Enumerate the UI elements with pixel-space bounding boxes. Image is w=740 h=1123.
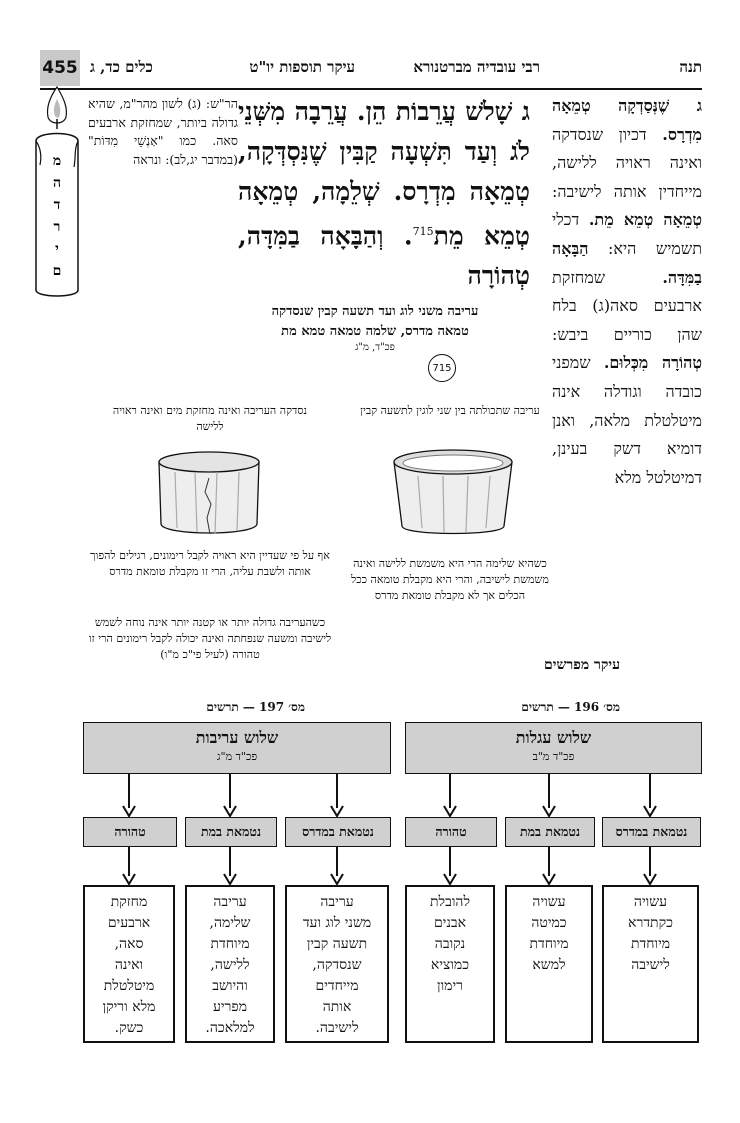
detail-line: משני לוג ועד (302, 915, 372, 931)
tractate-header: כלים כד, ג (90, 58, 153, 76)
diagram-196-title: שלוש עגלות (515, 728, 592, 747)
detail-line: למלאכה. (205, 1020, 255, 1036)
candle-letter: ם (52, 263, 62, 279)
detail-line: סאה, (114, 936, 144, 952)
diagram-196-number: מס׳ 196 — תרשים (521, 700, 620, 714)
figure-reference: פכ"ד, מ"ג (355, 342, 395, 353)
diagram-197-number: מס׳ 197 — תרשים (206, 700, 305, 714)
candle-letter: י (55, 241, 59, 257)
detail-line: ארבעים (107, 915, 151, 931)
detail-line: אבנים (433, 915, 467, 931)
diagram-197-detail-2 (185, 885, 275, 1043)
diagram-196-cat-midras: נטמאת במדרס (602, 817, 701, 847)
detail-line: לישיבה. (315, 1020, 359, 1036)
detail-line: כמוציא (430, 957, 470, 973)
main-explainers-heading: עיקר מפרשים (544, 657, 620, 673)
detail-line: נקובה (434, 936, 466, 952)
candle-letter: ר (53, 219, 61, 235)
caption-cracked-trough: נסדקה העריבה ואינה מחזקת מים ואינה ראויה ללישה (112, 404, 308, 433)
detail-line: מיוחדת (630, 936, 671, 952)
diagram-196-detail-3 (405, 885, 495, 1043)
detail-line: שנסדקה, (312, 957, 362, 973)
page-number: 455 (40, 50, 80, 86)
figure-title-line1: עריבה משני לוג ועד תשעה קבין שנסדקה (271, 304, 479, 319)
detail-line: להובלת (429, 894, 471, 910)
tosfot-commentary: הר"ש: (ג) לשון מהר"מ, שהיא גדולה ביותר, שמחזקת ארבעים סאה. כמו "אַנְשֵׁי מִדּוֹת" (במדבר יג,לב): ונראה (88, 96, 238, 167)
commentary-lemma: טְמֵאָה טְמֵא מֵת. (588, 210, 703, 230)
detail-line: עשויה (633, 894, 668, 910)
diagram-196-ref: פכ"ד מ"ב (532, 750, 575, 763)
mishna-note-ref: 715 (412, 225, 434, 238)
diagram-197-title: שלוש עריבות (195, 728, 279, 747)
diagram-196-cat-tahor: טהורה (405, 817, 497, 847)
candle-letter: ד (53, 197, 61, 213)
detail-line: מלא וריקן (102, 999, 156, 1015)
diagram-197-detail-1 (285, 885, 389, 1043)
detail-line: מפריע (212, 999, 248, 1015)
caption-whole-trough-rule: כשהיא שלימה הרי היא משמשת ללישה ואינה משמשת לישיבה, והרי היא מקבלת טומאה ככל הכלים אך לא מקבלת טומאת מדרס (351, 557, 549, 602)
tosfot-header: עיקר תוספות יו"ט (249, 58, 355, 76)
commentary-text: שמפני כובדה וגודלה אינה מיטלטלת מלאה, ואנן דומיא דשק בעינן, דמיטלטל מלא (552, 353, 702, 487)
diagram-196-detail-1 (602, 885, 699, 1043)
detail-line: עריבה (213, 894, 247, 910)
figure-title-line2: טמאה מדרס, שלמה טמאה טמא מת (281, 324, 469, 339)
commentary-text: דכלי תשמיש היא: (552, 210, 702, 258)
mishna-header: תנה (679, 58, 702, 76)
detail-line: מייחדים (315, 978, 359, 994)
detail-line: והיושב (212, 978, 248, 994)
diagram-197-detail-3 (83, 885, 175, 1043)
bartenura-header: רבי עובדיה מברטנורא (413, 58, 540, 76)
detail-line: תשעה קבין (306, 936, 368, 952)
diagram-196-title-box (405, 722, 702, 774)
detail-line: מחזקת (110, 894, 148, 910)
mishna-ending: . וְהַבָּאָה בַמִּדָּה, טְהוֹרָה (238, 221, 530, 291)
detail-line: עריבה (320, 894, 354, 910)
detail-line: למשא (532, 957, 566, 973)
candle-letter: ה (52, 175, 62, 191)
caption-whole-trough: עריבה שתכולתה בין שני לוגין לתשעה קבין (360, 404, 540, 417)
detail-line: כקתדרא (628, 915, 673, 931)
detail-line: מיטלטלת (103, 978, 155, 994)
detail-line: כשק. (114, 1020, 144, 1036)
detail-line: לישיבה (631, 957, 670, 973)
diagram-197-cat-tahor: טהורה (83, 817, 177, 847)
diagram-197-ref: פכ"ד מ"ג (216, 750, 258, 763)
detail-line: מיוחדת (529, 936, 569, 952)
detail-line: שלימה, (209, 915, 251, 931)
commentary-lemma: הַבָּאָה בַמִּדָּה. (552, 238, 702, 287)
detail-line: ללישה, (210, 957, 250, 973)
detail-line: ואינה (114, 957, 144, 973)
commentary-text: שמחזקת ארבעים סאה(ג) בלח שהן כוריים ביבש: (552, 267, 702, 344)
detail-line: מיוחדת (210, 936, 250, 952)
diagram-197-title-box (83, 722, 391, 774)
diagram-196-detail-2 (505, 885, 593, 1043)
caption-size-rule: כשהעריבה גדולה יותר או קטנה יותר אינה נוחה לשמש לישיבה ומשעה שנפחתה ואינה יכולה לקבל רימונים הרי זו טהורה (לעיל פי"כ מ"ו) (88, 616, 332, 661)
mishna-body: ג שָׁלֹשׁ עֲרֵבוֹת הֵן. עֲרֵבָה מִשְּׁנֵי לֹג וְעַד תִּשְׁעָה קַבִּין שֶׁנִּסְדְּקָה, טְמֵאָה מִדְרָס. שְׁלֵמָה, טְמֵאָה טְמֵא מֵת (238, 97, 531, 251)
detail-line: כמיטה (531, 915, 567, 931)
detail-line: רימון (437, 978, 463, 994)
commentary-lemma: ג שֶׁנְּסַדְקָה טְמֵאָה מִדְרָס. (552, 96, 702, 144)
diagram-197-cat-met: נטמאת במת (185, 817, 277, 847)
commentary-lemma: טְהוֹרָה מִכְּלוּם. (603, 353, 702, 373)
diagram-196-cat-met: נטמאת במת (505, 817, 595, 847)
commentary-text: דכיון שנסדקה ואינה ראויה ללישה, מייחדין אותה לישיבה: (552, 124, 702, 201)
figure-number-circle: 715 (428, 354, 456, 382)
candle-letter: מ (52, 153, 62, 169)
diagram-197-cat-midras: נטמאת במדרס (285, 817, 391, 847)
caption-cracked-trough-rule: אף על פי שעדיין היא ראויה לקבל רימונים, רגילים להפוך אותה ולשבת עליה, הרי זו מקבלת טומאת מדרס (90, 549, 330, 578)
detail-line: אותה (322, 999, 352, 1015)
detail-line: עשויה (532, 894, 566, 910)
